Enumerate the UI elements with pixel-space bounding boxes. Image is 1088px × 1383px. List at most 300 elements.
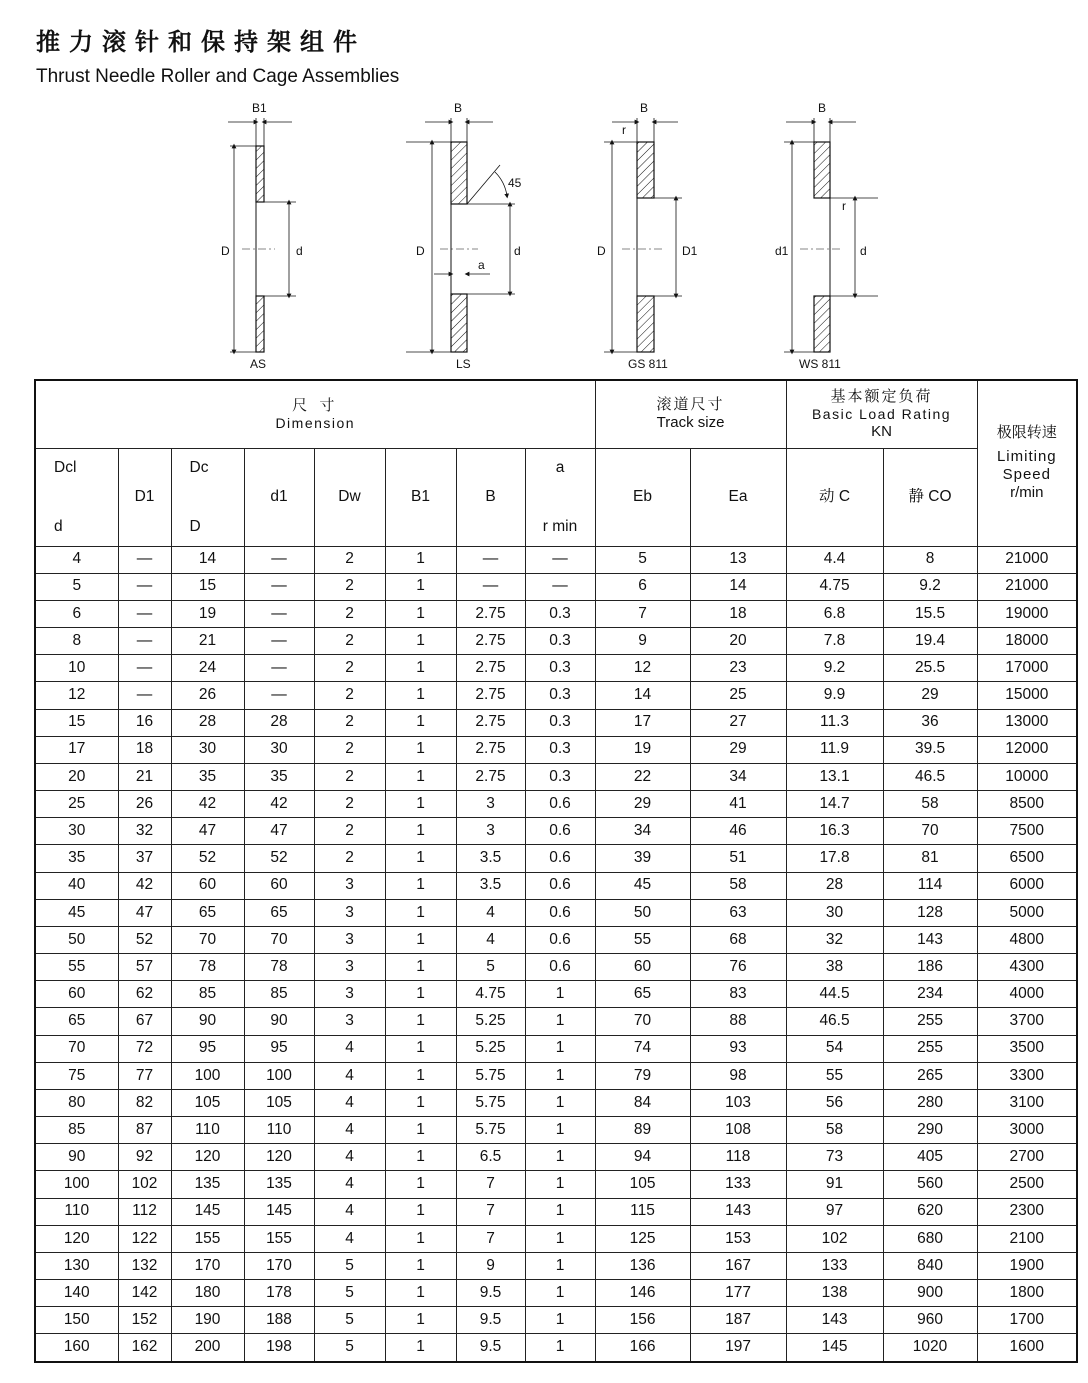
table-row — [35, 1334, 1077, 1362]
table-cell: 0.3 — [525, 655, 595, 682]
table-cell: 15 — [35, 709, 118, 736]
table-cell: 9.9 — [786, 682, 883, 709]
table-cell: 42 — [118, 872, 171, 899]
table-cell: 4.4 — [786, 546, 883, 573]
table-cell: 290 — [883, 1117, 977, 1144]
table-row — [35, 1171, 1077, 1198]
table-cell: 4 — [314, 1089, 385, 1116]
label-ws811: WS 811 — [799, 357, 841, 371]
table-cell: 28 — [244, 709, 314, 736]
table-cell: 2100 — [977, 1225, 1077, 1252]
table-cell: 680 — [883, 1225, 977, 1252]
table-cell: 18 — [690, 600, 786, 627]
table-cell: 4 — [314, 1035, 385, 1062]
table-cell: 5000 — [977, 899, 1077, 926]
table-cell: 143 — [883, 926, 977, 953]
table-cell: 75 — [35, 1062, 118, 1089]
table-cell: 13.1 — [786, 763, 883, 790]
table-cell: 9 — [595, 628, 690, 655]
table-cell: 46.5 — [883, 763, 977, 790]
table-cell: 29 — [690, 736, 786, 763]
table-cell: 5.25 — [456, 1008, 525, 1035]
table-cell: 70 — [35, 1035, 118, 1062]
table-cell: 3000 — [977, 1117, 1077, 1144]
table-cell: 2.75 — [456, 682, 525, 709]
table-cell: 2 — [314, 546, 385, 573]
table-cell: 110 — [35, 1198, 118, 1225]
table-cell: 0.6 — [525, 818, 595, 845]
table-cell: 83 — [690, 981, 786, 1008]
table-cell: 112 — [118, 1198, 171, 1225]
table-cell: 65 — [171, 899, 244, 926]
limiting-speed-header — [977, 380, 1077, 546]
table-row — [35, 1062, 1077, 1089]
table-cell: 1 — [385, 899, 456, 926]
table-cell: 2 — [314, 845, 385, 872]
table-cell: 130 — [35, 1252, 118, 1279]
table-cell: 25 — [35, 791, 118, 818]
table-cell: 28 — [786, 872, 883, 899]
label-b: B — [640, 101, 649, 115]
table-cell: 255 — [883, 1008, 977, 1035]
table-cell: 76 — [690, 954, 786, 981]
label-d: d — [514, 244, 521, 258]
table-cell: 1 — [525, 1144, 595, 1171]
table-cell: 93 — [690, 1035, 786, 1062]
table-cell: 23 — [690, 655, 786, 682]
table-cell: 28 — [171, 709, 244, 736]
table-cell: 200 — [171, 1334, 244, 1362]
table-cell: 77 — [118, 1062, 171, 1089]
table-cell: 1 — [525, 1089, 595, 1116]
table-cell: 50 — [35, 926, 118, 953]
table-cell: 136 — [595, 1252, 690, 1279]
table-cell: 32 — [786, 926, 883, 953]
table-cell: 5 — [595, 546, 690, 573]
table-cell: 1 — [385, 926, 456, 953]
table-cell: 21000 — [977, 573, 1077, 600]
label-D: D — [416, 244, 425, 258]
table-cell: 3300 — [977, 1062, 1077, 1089]
table-cell: 42 — [171, 791, 244, 818]
table-row — [35, 1144, 1077, 1171]
table-cell: 17000 — [977, 655, 1077, 682]
table-cell: 145 — [786, 1334, 883, 1362]
table-cell: 50 — [595, 899, 690, 926]
table-cell: — — [118, 546, 171, 573]
table-cell: 1 — [385, 573, 456, 600]
table-row — [35, 1307, 1077, 1334]
table-cell: 7500 — [977, 818, 1077, 845]
table-cell: 1 — [385, 1062, 456, 1089]
table-cell: 0.3 — [525, 709, 595, 736]
table-cell: 27 — [690, 709, 786, 736]
table-cell: 3 — [314, 981, 385, 1008]
diagram-ws811 — [775, 101, 878, 371]
table-cell: 2500 — [977, 1171, 1077, 1198]
label-gs811: GS 811 — [628, 357, 668, 371]
table-cell: 133 — [690, 1171, 786, 1198]
table-cell: 60 — [171, 872, 244, 899]
table-cell: 89 — [595, 1117, 690, 1144]
table-cell: 70 — [171, 926, 244, 953]
table-cell: 110 — [244, 1117, 314, 1144]
table-cell: 2 — [314, 736, 385, 763]
table-cell: 6 — [35, 600, 118, 627]
load-rating-header-en: Basic Load Rating — [811, 405, 952, 422]
table-row — [35, 763, 1077, 790]
table-cell: 1 — [525, 1062, 595, 1089]
table-row — [35, 1089, 1077, 1116]
table-cell: 1 — [385, 1307, 456, 1334]
table-cell: 4 — [314, 1198, 385, 1225]
table-cell: 73 — [786, 1144, 883, 1171]
table-cell: 80 — [35, 1089, 118, 1116]
table-cell: 47 — [244, 818, 314, 845]
table-cell: 1 — [525, 1198, 595, 1225]
col-header-ea: Ea — [690, 448, 786, 546]
table-cell: 30 — [244, 736, 314, 763]
table-cell: 145 — [171, 1198, 244, 1225]
table-row — [35, 1225, 1077, 1252]
table-cell: 3 — [314, 954, 385, 981]
table-cell: 0.6 — [525, 954, 595, 981]
table-cell: 405 — [883, 1144, 977, 1171]
label-D1: D1 — [682, 244, 698, 258]
track-size-header-en: Track size — [656, 414, 725, 432]
table-row — [35, 1252, 1077, 1279]
table-cell: 133 — [786, 1252, 883, 1279]
table-cell: 0.3 — [525, 763, 595, 790]
track-size-header — [595, 380, 786, 448]
table-cell: 81 — [883, 845, 977, 872]
table-cell: 170 — [171, 1252, 244, 1279]
table-cell: — — [456, 546, 525, 573]
col-header-a-rmin — [525, 448, 595, 546]
track-size-header-cn: 滚道尺寸 — [656, 396, 725, 414]
table-cell: 105 — [244, 1089, 314, 1116]
table-cell: 1 — [385, 872, 456, 899]
table-cell: 122 — [118, 1225, 171, 1252]
table-cell: 143 — [786, 1307, 883, 1334]
table-cell: 12 — [595, 655, 690, 682]
table-cell: 9.5 — [456, 1334, 525, 1362]
table-cell: 67 — [118, 1008, 171, 1035]
table-cell: 120 — [35, 1225, 118, 1252]
table-row — [35, 600, 1077, 627]
table-cell: 15 — [171, 573, 244, 600]
table-cell: 0.6 — [525, 899, 595, 926]
table-cell: 2 — [314, 655, 385, 682]
table-cell: 13000 — [977, 709, 1077, 736]
table-cell: 186 — [883, 954, 977, 981]
table-cell: 1600 — [977, 1334, 1077, 1362]
table-cell: 0.6 — [525, 926, 595, 953]
table-cell: 178 — [244, 1280, 314, 1307]
load-rating-header — [786, 380, 977, 448]
table-cell: 91 — [786, 1171, 883, 1198]
col-header-b: B — [456, 448, 525, 546]
table-cell: 180 — [171, 1280, 244, 1307]
table-cell: 4 — [314, 1225, 385, 1252]
table-cell: 4 — [314, 1062, 385, 1089]
table-cell: 197 — [690, 1334, 786, 1362]
label-D: D — [221, 244, 230, 258]
table-cell: 5.75 — [456, 1117, 525, 1144]
table-row — [35, 981, 1077, 1008]
table-cell: 160 — [35, 1334, 118, 1362]
table-cell: 4300 — [977, 954, 1077, 981]
table-cell: 16.3 — [786, 818, 883, 845]
table-cell: 2 — [314, 600, 385, 627]
table-cell: 74 — [595, 1035, 690, 1062]
table-cell: 3700 — [977, 1008, 1077, 1035]
load-rating-unit: KN — [871, 422, 892, 440]
table-cell: 8 — [35, 628, 118, 655]
table-cell: 146 — [595, 1280, 690, 1307]
table-cell: 39.5 — [883, 736, 977, 763]
table-row — [35, 682, 1077, 709]
table-cell: 1 — [385, 1008, 456, 1035]
table-cell: — — [244, 628, 314, 655]
table-cell: 5 — [314, 1280, 385, 1307]
table-cell: 1 — [385, 1089, 456, 1116]
table-cell: 98 — [690, 1062, 786, 1089]
table-cell: 9.5 — [456, 1280, 525, 1307]
table-cell: 1700 — [977, 1307, 1077, 1334]
table-cell: 12000 — [977, 736, 1077, 763]
table-cell: 90 — [35, 1144, 118, 1171]
table-row — [35, 546, 1077, 573]
table-cell: 960 — [883, 1307, 977, 1334]
speed-header-en2: Speed — [1002, 466, 1051, 484]
diagram-ls — [406, 101, 522, 371]
table-cell: 1 — [385, 1171, 456, 1198]
table-cell: 100 — [244, 1062, 314, 1089]
table-cell: 29 — [883, 682, 977, 709]
table-cell: 19000 — [977, 600, 1077, 627]
speed-header-en1: Limiting — [996, 448, 1057, 466]
table-cell: 1 — [385, 1198, 456, 1225]
table-cell: 60 — [35, 981, 118, 1008]
table-cell: 19 — [171, 600, 244, 627]
label-d1: d1 — [775, 244, 789, 258]
table-cell: 60 — [595, 954, 690, 981]
table-cell: 21000 — [977, 546, 1077, 573]
table-cell: 17 — [35, 736, 118, 763]
table-cell: 120 — [171, 1144, 244, 1171]
table-cell: — — [118, 655, 171, 682]
cross-section-diagrams — [0, 96, 1088, 380]
table-cell: 280 — [883, 1089, 977, 1116]
table-cell: 2 — [314, 709, 385, 736]
col-header-dw: Dw — [314, 448, 385, 546]
table-cell: 2 — [314, 818, 385, 845]
table-cell: 900 — [883, 1280, 977, 1307]
table-row — [35, 573, 1077, 600]
table-cell: 3 — [314, 899, 385, 926]
table-cell: 5 — [456, 954, 525, 981]
table-cell: 1 — [525, 1252, 595, 1279]
table-cell: 1 — [385, 1035, 456, 1062]
table-cell: 6500 — [977, 845, 1077, 872]
table-cell: 0.3 — [525, 600, 595, 627]
table-row — [35, 1117, 1077, 1144]
table-cell: 29 — [595, 791, 690, 818]
table-cell: 1 — [385, 1117, 456, 1144]
dimension-header-cn: 尺 寸 — [292, 396, 339, 414]
specification-table — [34, 379, 1078, 1363]
table-cell: 6000 — [977, 872, 1077, 899]
table-cell: 52 — [171, 845, 244, 872]
table-cell: 90 — [244, 1008, 314, 1035]
table-cell: 125 — [595, 1225, 690, 1252]
table-cell: 560 — [883, 1171, 977, 1198]
table-cell: 103 — [690, 1089, 786, 1116]
table-cell: 70 — [244, 926, 314, 953]
col-header-dynamic-c: 动 C — [786, 448, 883, 546]
table-cell: 2.75 — [456, 763, 525, 790]
table-cell: 37 — [118, 845, 171, 872]
table-cell: 79 — [595, 1062, 690, 1089]
table-cell: 55 — [786, 1062, 883, 1089]
table-cell: 3100 — [977, 1089, 1077, 1116]
table-cell: 8 — [883, 546, 977, 573]
table-row — [35, 845, 1077, 872]
table-cell: 1 — [385, 1252, 456, 1279]
table-cell: 87 — [118, 1117, 171, 1144]
table-cell: 6.8 — [786, 600, 883, 627]
table-cell: 1 — [385, 791, 456, 818]
table-cell: 51 — [690, 845, 786, 872]
page-title-cn: 推力滚针和保持架组件 — [36, 28, 366, 56]
table-row — [35, 791, 1077, 818]
table-cell: 1 — [525, 1307, 595, 1334]
table-row — [35, 1035, 1077, 1062]
table-cell: — — [244, 655, 314, 682]
table-cell: 11.9 — [786, 736, 883, 763]
table-cell: 2.75 — [456, 655, 525, 682]
table-cell: 20 — [690, 628, 786, 655]
table-row — [35, 954, 1077, 981]
table-cell: 0.3 — [525, 736, 595, 763]
table-cell: 4.75 — [456, 981, 525, 1008]
table-cell: 18 — [118, 736, 171, 763]
table-cell: 9.2 — [786, 655, 883, 682]
table-cell: 3500 — [977, 1035, 1077, 1062]
table-cell: 19.4 — [883, 628, 977, 655]
table-cell: 156 — [595, 1307, 690, 1334]
table-cell: 2 — [314, 573, 385, 600]
table-cell: 35 — [35, 845, 118, 872]
table-cell: 7 — [456, 1171, 525, 1198]
table-cell: 44.5 — [786, 981, 883, 1008]
col-header-static-c0: 静 CO — [883, 448, 977, 546]
table-cell: 1 — [385, 682, 456, 709]
table-cell: 620 — [883, 1198, 977, 1225]
table-cell: 41 — [690, 791, 786, 818]
col-dcl-label: Dcl — [54, 459, 77, 476]
table-cell: 6 — [595, 573, 690, 600]
table-row — [35, 1198, 1077, 1225]
col-header-dc — [171, 448, 244, 546]
col-header-d1: D1 — [118, 448, 171, 546]
table-row — [35, 709, 1077, 736]
table-cell: 188 — [244, 1307, 314, 1334]
load-rating-header-cn: 基本额定负荷 — [830, 387, 933, 405]
table-cell: 4800 — [977, 926, 1077, 953]
table-cell: 47 — [118, 899, 171, 926]
table-cell: 46 — [690, 818, 786, 845]
table-cell: 1 — [525, 1334, 595, 1362]
table-cell: 5 — [314, 1252, 385, 1279]
table-cell: 82 — [118, 1089, 171, 1116]
table-cell: 2 — [314, 682, 385, 709]
table-cell: 90 — [171, 1008, 244, 1035]
table-cell: 21 — [118, 763, 171, 790]
table-cell: 58 — [786, 1117, 883, 1144]
table-cell: 88 — [690, 1008, 786, 1035]
col-header-dcl — [35, 448, 118, 546]
table-cell: 0.6 — [525, 791, 595, 818]
table-cell: 1 — [385, 546, 456, 573]
table-cell: 840 — [883, 1252, 977, 1279]
table-cell: 11.3 — [786, 709, 883, 736]
table-cell: — — [118, 600, 171, 627]
table-cell: 3 — [314, 1008, 385, 1035]
table-cell: 102 — [786, 1225, 883, 1252]
table-cell: 78 — [244, 954, 314, 981]
table-cell: — — [456, 573, 525, 600]
table-cell: 58 — [690, 872, 786, 899]
table-cell: 0.3 — [525, 682, 595, 709]
table-cell: 100 — [171, 1062, 244, 1089]
table-cell: 7 — [456, 1225, 525, 1252]
table-cell: 52 — [244, 845, 314, 872]
dimension-header-en: Dimension — [275, 414, 356, 431]
table-cell: 1 — [385, 709, 456, 736]
table-row — [35, 926, 1077, 953]
diagram-as — [221, 101, 303, 371]
table-cell: 78 — [171, 954, 244, 981]
table-cell: 55 — [595, 926, 690, 953]
table-row — [35, 899, 1077, 926]
table-cell: 1 — [385, 1334, 456, 1362]
table-cell: 16 — [118, 709, 171, 736]
table-cell: 2.75 — [456, 709, 525, 736]
table-cell: 35 — [244, 763, 314, 790]
table-cell: 19 — [595, 736, 690, 763]
table-row — [35, 736, 1077, 763]
col-dc-label: Dc — [189, 459, 209, 476]
col-D-label: D — [189, 518, 201, 536]
table-cell: 177 — [690, 1280, 786, 1307]
table-row — [35, 655, 1077, 682]
table-cell: 5.25 — [456, 1035, 525, 1062]
table-cell: 14 — [690, 573, 786, 600]
label-b1: B1 — [252, 101, 267, 115]
table-cell: 72 — [118, 1035, 171, 1062]
table-cell: 1 — [385, 981, 456, 1008]
table-cell: 85 — [171, 981, 244, 1008]
table-cell: 3 — [456, 791, 525, 818]
table-cell: 14 — [595, 682, 690, 709]
table-cell: 132 — [118, 1252, 171, 1279]
table-cell: 234 — [883, 981, 977, 1008]
label-45: 45 — [508, 176, 522, 190]
table-cell: 2 — [314, 628, 385, 655]
table-cell: — — [244, 600, 314, 627]
